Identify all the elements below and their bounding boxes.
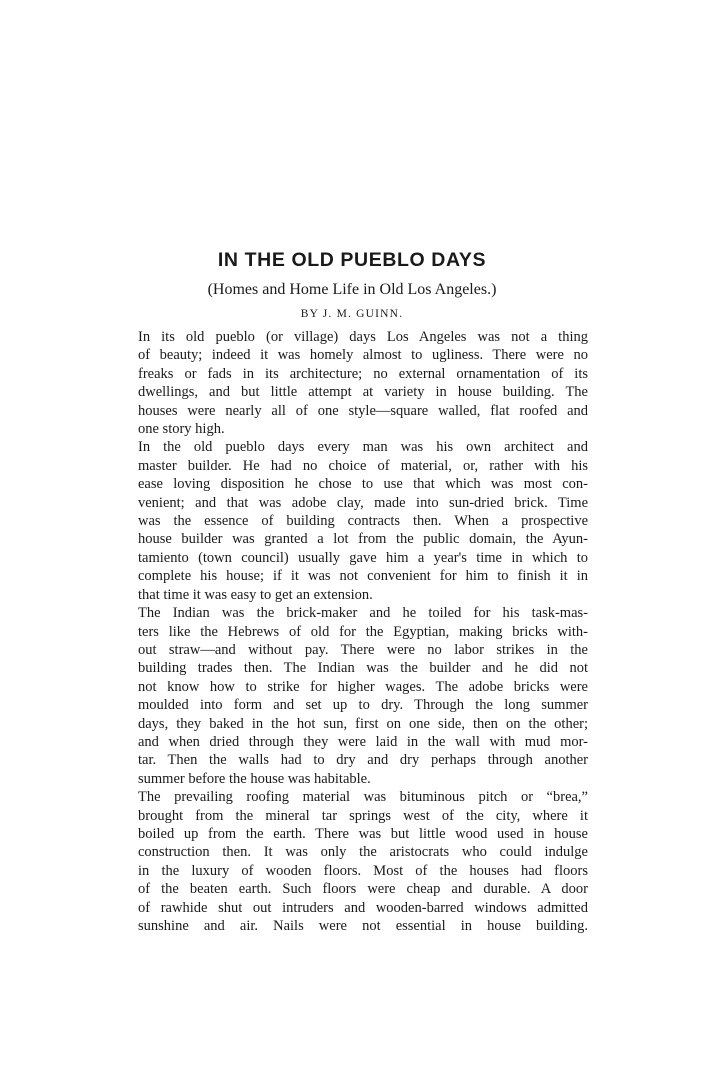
text-line: of the beaten earth. Such floors were cheap and durable. A door [138,881,588,898]
text-line: dwellings, and but little attempt at variety in house building. The [138,384,588,401]
paragraph-3 [116,604,588,788]
text-line: ters like the Hebrews of old for the Egyptian, making bricks with- [138,623,588,640]
text-line: of beauty; indeed it was homely almost to ugliness. There were no [138,347,588,364]
text-line: summer before the house was habitable. [138,770,371,787]
paragraph-2 [116,438,588,604]
text-line: not know how to strike for higher wages. The adobe bricks were [138,678,588,695]
text-line: in the luxury of wooden floors. Most of the houses had floors [138,862,588,879]
paragraph-1 [116,328,588,438]
text-line: house builder was granted a lot from the public domain, the Ayun- [138,531,588,548]
text-line: one story high. [138,421,225,438]
article-subtitle: (Homes and Home Life in Old Los Angeles.) [207,281,497,298]
text-line: moulded into form and set up to dry. Through the long summer [138,697,588,714]
text-line: freaks or fads in its architecture; no external ornamentation of its [138,365,588,382]
article-body [116,328,588,935]
paragraph-4 [116,788,588,935]
text-line: out straw—and without pay. There were no labor strikes in the [138,641,588,658]
text-line: The prevailing roofing material was bituminous pitch or “brea,” [138,789,588,806]
text-line: days, they baked in the hot sun, first on one side, then on the other; [138,715,588,732]
text-line: boiled up from the earth. There was but little wood used in house [138,825,588,842]
text-line: sunshine and air. Nails were not essential in house building. [138,918,588,934]
text-line: master builder. He had no choice of material, or, rather with his [138,457,588,474]
article-title: IN THE OLD PUEBLO DAYS [217,249,487,271]
text-line: brought from the mineral tar springs west of the city, where it [138,807,588,824]
text-line: The Indian was the brick-maker and he toiled for his task-mas- [138,605,588,622]
text-line: was the essence of building contracts then. When a prospective [138,513,588,530]
text-line: of rawhide shut out intruders and wooden-barred windows admitted [138,899,588,916]
article-byline: BY J. M. GUINN. [300,308,404,320]
text-line: tar. Then the walls had to dry and dry perhaps through another [138,752,588,769]
text-line: building trades then. The Indian was the builder and he did not [138,660,588,677]
text-line: construction then. It was only the aristocrats who could indulge [138,844,588,861]
text-line: In the old pueblo days every man was his own architect and [138,439,588,456]
text-line: and when dried through they were laid in the wall with mud mor- [138,733,588,750]
text-line: In its old pueblo (or village) days Los Angeles was not a thing [138,329,588,345]
text-line: houses were nearly all of one style—square walled, flat roofed and [138,402,588,419]
text-line: venient; and that was adobe clay, made into sun-dried brick. Time [138,494,588,511]
text-line: that time it was easy to get an extension. [138,586,373,603]
text-line: tamiento (town council) usually gave him a year's time in which to [138,549,588,566]
text-line: complete his house; if it was not convenient for him to finish it in [138,568,588,585]
article-page [116,248,588,935]
text-line: ease loving disposition he chose to use that which was most con- [138,476,588,493]
